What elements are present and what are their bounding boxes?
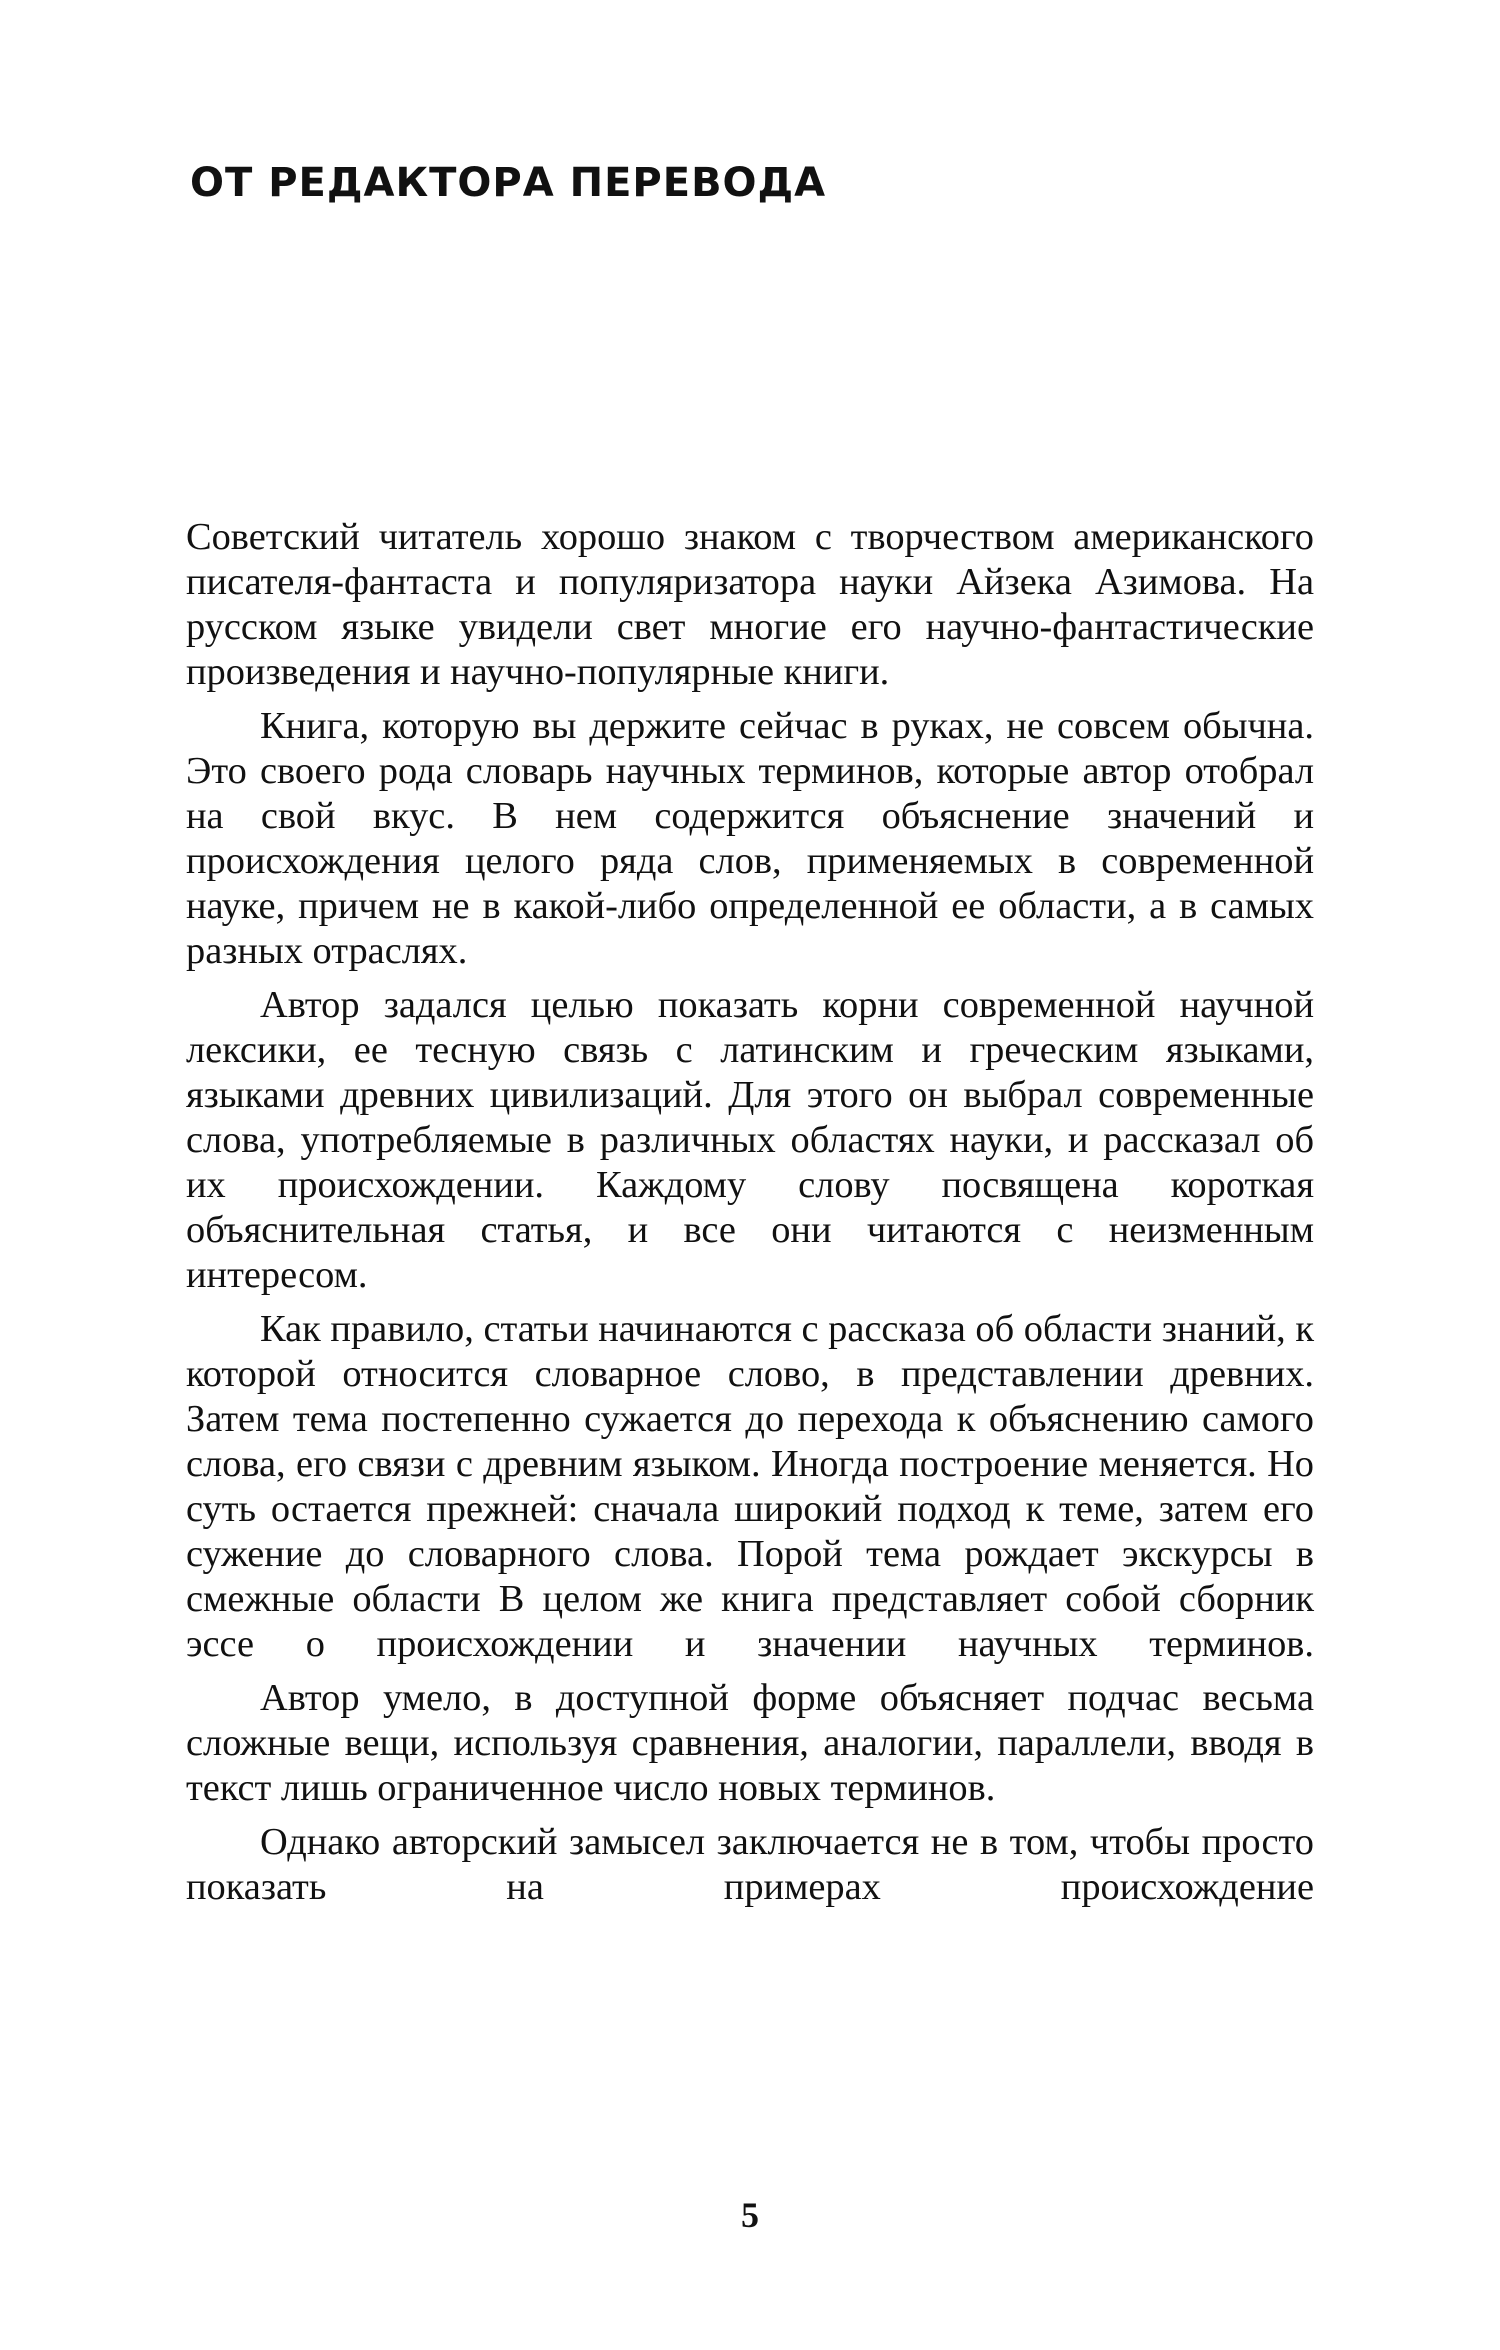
page-number: 5 [741, 2195, 759, 2235]
paragraph-3: Автор задался целью показать корни современной научной лексики, ее тесную связь с латинским и греческим языками, языками древних цивилизаций. Для этого он выбрал современные слова, употребляемые в различных областях науки, и рассказал об их происхождении. Каждому слову посвящена короткая объяснительная статья, и все они читаются с неизменным интересом. [186, 984, 1314, 1296]
body-text [186, 515, 1314, 1910]
paragraph-1: Советский читатель хорошо знаком с творчеством американского писателя-фантаста и популяризатора науки Айзека Азимова. На русском языке увидели свет многие его научно-фантастические произведения и научно-популярные книги. [186, 516, 1314, 693]
paragraph-6: Однако авторский замысел заключается не в том, чтобы просто показать на примерах происхождение [186, 1821, 1314, 1908]
page-heading: ОТ РЕДАКТОРА ПЕРЕВОДА [190, 160, 827, 206]
paragraph-2: Книга, которую вы держите сейчас в руках, не совсем обычна. Это своего рода словарь научных терминов, которые автор отобрал на свой вкус. В нем содержится объяснение значений и происхождения целого ряда слов, применяемых в современной науке, причем не в какой-либо определенной ее области, а в самых разных отраслях. [186, 705, 1314, 972]
paragraph-5: Автор умело, в доступной форме объясняет подчас весьма сложные вещи, используя сравнения, аналогии, параллели, вводя в текст лишь ограниченное число новых терминов. [186, 1677, 1314, 1809]
paragraph-4: Как правило, статьи начинаются с рассказа об области знаний, к которой относится словарное слово, в представлении древних. Затем тема постепенно сужается до перехода к объяснению самого слова, его связи с древним языком. Иногда построение меняется. Но суть остается прежней: сначала широкий подход к теме, затем его сужение до словарного слова. Порой тема рождает экскурсы в смежные области В целом же книга представляет собой сборник эссе о происхождении и значении научных терминов. [186, 1308, 1314, 1665]
